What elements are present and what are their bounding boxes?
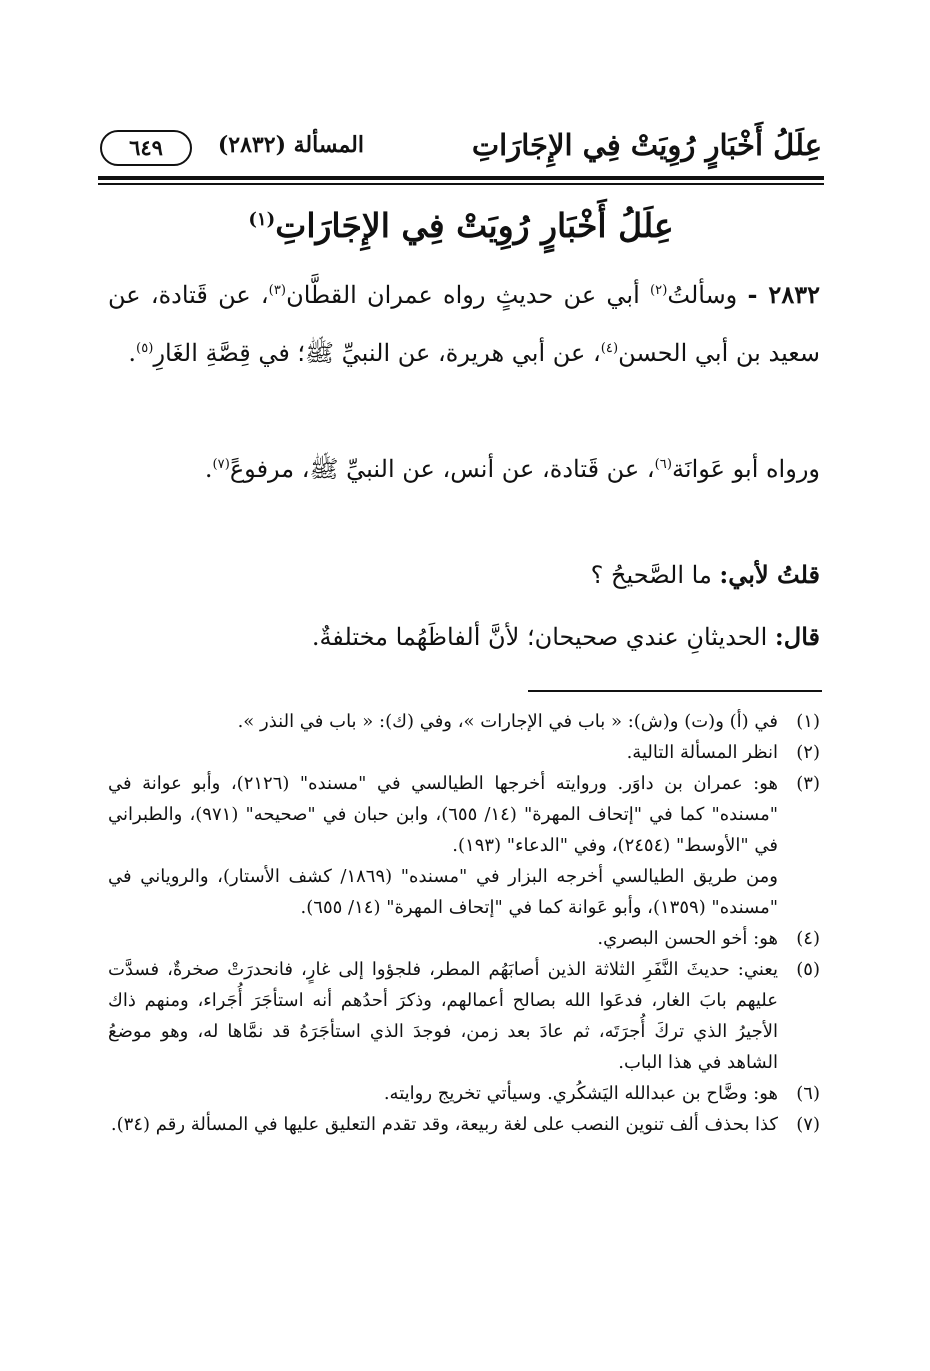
footnote-number: (١)	[796, 711, 820, 732]
speaker-label: قال:	[774, 622, 820, 651]
footnote-ref-1: (١)	[248, 209, 276, 230]
paragraph-text: الحديثانِ عندي صحيحان؛ لأنَّ ألفاظَهُما مختلفةٌ.	[311, 623, 775, 651]
footnote-number: (٣)	[796, 773, 820, 794]
running-header	[100, 128, 822, 172]
footnote-text: يعني: حديثَ النَّفَرِ الثلاثة الذين أصابَهُم المطر، فلجؤوا إلى غارٍ، فانحدرَتْ صخرةٌ، فسدَّت عليهم بابَ الغار، فدعَوا الله بصالح أعمالهم، وذكرَ أحدُهم أنه استأجَرَ أُجَراء، ومنهم ذاك الأجيرُ الذي تركَ أُجرَتَه، ثم عادَ بعد زمن، فوجدَ الذي استأجَرَهُ قد نمَّاها له، وهو موضعُ الشاهد في هذا الباب.	[108, 959, 778, 1073]
footnote-ref-3: (٣)	[268, 283, 287, 298]
paragraph-text: .	[128, 339, 137, 367]
footnote	[108, 1078, 820, 1109]
footnote-text: كذا بحذف ألف تنوين النصب على لغة ربيعة، وقد تقدم التعليق عليها في المسألة رقم (٣٤).	[110, 1114, 778, 1135]
speaker-label: قلتُ لأبي:	[719, 560, 820, 589]
issue-label: المسألة (٢٨٣٢)	[217, 132, 364, 158]
footnote-text: هو: أخو الحسن البصري.	[597, 928, 778, 949]
paragraph-text: ، عن أبي هريرة، عن النبيِّ ﷺ؛ في قِصَّةِ الغَارِ	[153, 339, 601, 367]
page-number-badge: ٦٤٩	[100, 130, 192, 166]
footnote-text	[108, 768, 778, 923]
paragraph-text: ، عن قَتادة، عن أنس، عن النبيِّ ﷺ، مرفوعً	[229, 455, 655, 483]
issue-number: ٢٨٣٢ -	[747, 280, 820, 309]
paragraph-text: .	[204, 455, 213, 483]
footnote-number: (٤)	[796, 928, 820, 949]
header-rule-thin	[98, 183, 824, 185]
paragraph-text: وسألتُ	[667, 281, 738, 309]
footnote-ref-7: (٧)	[212, 457, 230, 472]
footnote	[108, 1109, 820, 1140]
paragraph-answer	[108, 610, 820, 664]
footnote-number: (٥)	[796, 959, 820, 980]
footnote-text: انظر المسألة التالية.	[626, 742, 778, 763]
footnote	[108, 706, 820, 737]
footnote	[108, 923, 820, 954]
chapter-title: عِلَلُ أَخْبَارٍ رُوِيَتْ فِي الإِجَارَاتِ	[275, 206, 674, 245]
paragraph-text: ، عن قَتادة، عن سعيد بن أبي الحسن	[108, 281, 820, 367]
footnote-number: (٧)	[796, 1114, 820, 1135]
footnote-ref-4: (٤)	[600, 341, 619, 356]
chapter-heading	[100, 206, 822, 245]
footnote-ref-5: (٥)	[136, 341, 154, 356]
footnote	[108, 954, 820, 1078]
header-rule-thick	[98, 176, 824, 180]
paragraph-text: ورواه أبو عَوانَة	[672, 455, 820, 483]
footnote-separator	[528, 690, 822, 692]
footnote-text: هو: وضَّاح بن عبدالله اليَشكُري. وسيأتي تخريج روايته.	[383, 1083, 778, 1104]
running-title: عِلَلُ أَخْبَارٍ رُوِيَتْ فِي الإِجَارَاتِ	[471, 128, 822, 162]
footnote-ref-2: (٢)	[649, 283, 668, 298]
footnote-text: في (أ) و(ت) و(ش): « باب في الإجارات »، وفي (ك): « باب في النذر ».	[237, 711, 778, 732]
footnote-text-part: ومن طريق الطيالسي أخرجه البزار في "مسنده" (١٨٦٩/ كشف الأستار)، والروياني في "مسنده" (١٣٥٩)، وأبو عَوانة كما في "إتحاف المهرة" (١٤/ ٦٥٥).	[108, 866, 779, 918]
footnote-number: (٦)	[796, 1083, 820, 1104]
footnote-number: (٢)	[796, 742, 820, 763]
paragraph-text: أبي عن حديثٍ رواه عمران القطَّان	[286, 281, 650, 309]
footnotes	[108, 706, 820, 1140]
footnote	[108, 737, 820, 768]
footnote	[108, 768, 820, 923]
paragraph-asked	[108, 548, 820, 602]
paragraph-text: ما الصَّحيحُ ؟	[590, 561, 720, 589]
paragraph-question	[108, 264, 820, 380]
footnote-ref-6: (٦)	[654, 457, 673, 472]
paragraph-narration	[108, 438, 820, 496]
footnote-text-part: هو: عمران بن داوَر. وروايته أخرجها الطيالسي في "مسنده" (٢١٢٦)، وأبو عوانة في "مسنده" كما في "إتحاف المهرة" (١٤/ ٦٥٥)، وابن حبان في "صحيحه" (٩٧١)، والطبراني في "الأوسط" (٢٤٥٤)، وفي "الدعاء" (١٩٣).	[108, 773, 779, 856]
